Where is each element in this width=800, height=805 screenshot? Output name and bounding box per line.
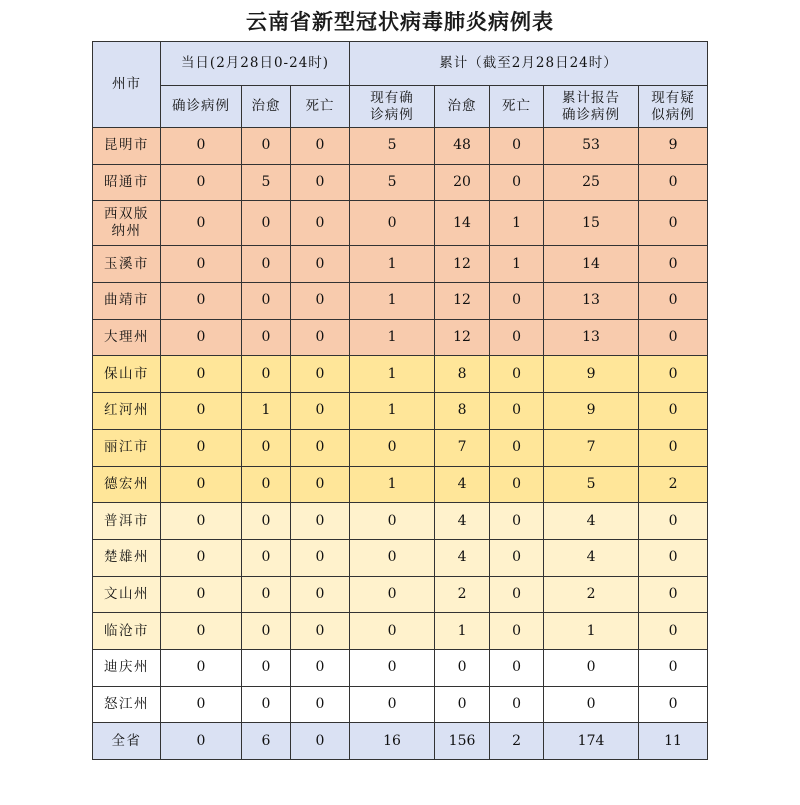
- value-cell: 25: [544, 164, 639, 201]
- value-cell: 0: [161, 539, 242, 576]
- region-cell: 丽江市: [93, 429, 161, 466]
- value-cell: 0: [291, 613, 350, 650]
- value-cell: 0: [435, 649, 490, 686]
- value-cell: 0: [161, 319, 242, 356]
- value-cell: 7: [435, 429, 490, 466]
- value-cell: 0: [291, 393, 350, 430]
- region-cell: 玉溪市: [93, 246, 161, 283]
- table-row: [93, 686, 708, 723]
- value-cell: 0: [490, 429, 544, 466]
- value-cell: 0: [639, 539, 708, 576]
- value-cell: 4: [544, 539, 639, 576]
- value-cell: 0: [242, 201, 291, 246]
- value-cell: 15: [544, 201, 639, 246]
- header-cum-deaths: 死亡: [490, 86, 544, 128]
- value-cell: 0: [291, 319, 350, 356]
- value-cell: 0: [490, 466, 544, 503]
- value-cell: 2: [639, 466, 708, 503]
- value-cell: 1: [350, 283, 435, 320]
- value-cell: 0: [161, 649, 242, 686]
- value-cell: 0: [350, 686, 435, 723]
- header-daily-cured: 治愈: [242, 86, 291, 128]
- header-group-daily: 当日(2月28日0-24时): [161, 42, 350, 86]
- value-cell: 156: [435, 723, 490, 760]
- value-cell: 16: [350, 723, 435, 760]
- value-cell: 0: [161, 466, 242, 503]
- value-cell: 0: [639, 319, 708, 356]
- value-cell: 0: [242, 686, 291, 723]
- region-cell: 文山州: [93, 576, 161, 613]
- value-cell: 0: [242, 503, 291, 540]
- value-cell: 2: [544, 576, 639, 613]
- header-current-suspected: 现有疑似病例: [639, 86, 708, 128]
- value-cell: 2: [490, 723, 544, 760]
- value-cell: 0: [291, 576, 350, 613]
- value-cell: 0: [350, 613, 435, 650]
- region-cell: 怒江州: [93, 686, 161, 723]
- value-cell: 12: [435, 319, 490, 356]
- value-cell: 14: [544, 246, 639, 283]
- table-row: [93, 393, 708, 430]
- table-row: [93, 201, 708, 246]
- table-row: [93, 539, 708, 576]
- value-cell: 0: [544, 649, 639, 686]
- value-cell: 0: [639, 393, 708, 430]
- value-cell: 0: [291, 201, 350, 246]
- value-cell: 6: [242, 723, 291, 760]
- table-row: [93, 128, 708, 165]
- value-cell: 0: [639, 649, 708, 686]
- region-cell: 普洱市: [93, 503, 161, 540]
- value-cell: 48: [435, 128, 490, 165]
- value-cell: 0: [291, 429, 350, 466]
- value-cell: 1: [350, 246, 435, 283]
- value-cell: 0: [242, 319, 291, 356]
- value-cell: 0: [161, 686, 242, 723]
- value-cell: 4: [544, 503, 639, 540]
- table-row: [93, 429, 708, 466]
- value-cell: 0: [490, 319, 544, 356]
- value-cell: 0: [639, 576, 708, 613]
- value-cell: 0: [161, 246, 242, 283]
- value-cell: 13: [544, 283, 639, 320]
- region-cell: 昭通市: [93, 164, 161, 201]
- value-cell: 0: [490, 686, 544, 723]
- header-cum-cured: 治愈: [435, 86, 490, 128]
- value-cell: 0: [544, 686, 639, 723]
- value-cell: 0: [639, 246, 708, 283]
- value-cell: 0: [161, 201, 242, 246]
- value-cell: 0: [350, 649, 435, 686]
- value-cell: 0: [291, 503, 350, 540]
- value-cell: 8: [435, 356, 490, 393]
- value-cell: 1: [490, 201, 544, 246]
- value-cell: 9: [639, 128, 708, 165]
- value-cell: 0: [161, 393, 242, 430]
- header-daily-confirmed: 确诊病例: [161, 86, 242, 128]
- value-cell: 174: [544, 723, 639, 760]
- value-cell: 0: [490, 356, 544, 393]
- value-cell: 0: [291, 283, 350, 320]
- value-cell: 0: [639, 164, 708, 201]
- value-cell: 5: [544, 466, 639, 503]
- value-cell: 0: [490, 164, 544, 201]
- header-group-cumulative: 累计（截至2月28日24时）: [350, 42, 708, 86]
- case-table: [92, 41, 708, 760]
- value-cell: 0: [242, 356, 291, 393]
- value-cell: 0: [350, 429, 435, 466]
- value-cell: 0: [161, 723, 242, 760]
- value-cell: 13: [544, 319, 639, 356]
- value-cell: 0: [291, 128, 350, 165]
- value-cell: 0: [490, 613, 544, 650]
- value-cell: 14: [435, 201, 490, 246]
- value-cell: 1: [544, 613, 639, 650]
- value-cell: 4: [435, 539, 490, 576]
- table-row: [93, 466, 708, 503]
- value-cell: 0: [490, 503, 544, 540]
- table-row: [93, 613, 708, 650]
- value-cell: 0: [242, 539, 291, 576]
- value-cell: 4: [435, 503, 490, 540]
- table-row: [93, 356, 708, 393]
- page-title: 云南省新型冠状病毒肺炎病例表: [246, 9, 554, 34]
- value-cell: 1: [350, 393, 435, 430]
- region-cell: 大理州: [93, 319, 161, 356]
- value-cell: 0: [161, 356, 242, 393]
- value-cell: 12: [435, 246, 490, 283]
- value-cell: 0: [490, 649, 544, 686]
- table-row: [93, 649, 708, 686]
- value-cell: 0: [291, 356, 350, 393]
- value-cell: 0: [161, 164, 242, 201]
- table-row: [93, 503, 708, 540]
- value-cell: 20: [435, 164, 490, 201]
- value-cell: 12: [435, 283, 490, 320]
- table-body: [93, 128, 708, 760]
- value-cell: 0: [242, 466, 291, 503]
- table-row: [93, 576, 708, 613]
- region-cell: 德宏州: [93, 466, 161, 503]
- value-cell: 0: [242, 613, 291, 650]
- value-cell: 2: [435, 576, 490, 613]
- region-cell: 曲靖市: [93, 283, 161, 320]
- value-cell: 0: [161, 503, 242, 540]
- value-cell: 0: [639, 283, 708, 320]
- value-cell: 11: [639, 723, 708, 760]
- value-cell: 0: [435, 686, 490, 723]
- value-cell: 0: [242, 649, 291, 686]
- region-cell: 全省: [93, 723, 161, 760]
- region-cell: 保山市: [93, 356, 161, 393]
- value-cell: 1: [490, 246, 544, 283]
- value-cell: 8: [435, 393, 490, 430]
- value-cell: 0: [161, 429, 242, 466]
- header-region: 州市: [93, 42, 161, 128]
- value-cell: 1: [350, 319, 435, 356]
- value-cell: 0: [490, 283, 544, 320]
- value-cell: 0: [291, 246, 350, 283]
- value-cell: 1: [242, 393, 291, 430]
- value-cell: 0: [161, 283, 242, 320]
- value-cell: 0: [161, 128, 242, 165]
- value-cell: 0: [490, 128, 544, 165]
- value-cell: 0: [639, 201, 708, 246]
- value-cell: 0: [350, 201, 435, 246]
- value-cell: 0: [490, 393, 544, 430]
- value-cell: 0: [639, 686, 708, 723]
- value-cell: 9: [544, 356, 639, 393]
- region-cell: 迪庆州: [93, 649, 161, 686]
- value-cell: 0: [242, 246, 291, 283]
- value-cell: 7: [544, 429, 639, 466]
- header-current-confirmed: 现有确诊病例: [350, 86, 435, 128]
- value-cell: 0: [350, 576, 435, 613]
- total-row: [93, 723, 708, 760]
- region-cell: 临沧市: [93, 613, 161, 650]
- value-cell: 1: [350, 466, 435, 503]
- table-row: [93, 319, 708, 356]
- value-cell: 0: [490, 539, 544, 576]
- value-cell: 0: [639, 503, 708, 540]
- value-cell: 0: [350, 539, 435, 576]
- value-cell: 0: [291, 539, 350, 576]
- value-cell: 5: [350, 128, 435, 165]
- value-cell: 5: [242, 164, 291, 201]
- value-cell: 9: [544, 393, 639, 430]
- header-cum-confirmed: 累计报告确诊病例: [544, 86, 639, 128]
- table-row: [93, 164, 708, 201]
- value-cell: 0: [639, 613, 708, 650]
- value-cell: 0: [639, 429, 708, 466]
- value-cell: 0: [291, 164, 350, 201]
- value-cell: 0: [490, 576, 544, 613]
- value-cell: 0: [242, 128, 291, 165]
- value-cell: 1: [350, 356, 435, 393]
- value-cell: 0: [242, 283, 291, 320]
- table-row: [93, 246, 708, 283]
- value-cell: 1: [435, 613, 490, 650]
- value-cell: 0: [639, 356, 708, 393]
- value-cell: 0: [291, 686, 350, 723]
- value-cell: 0: [161, 613, 242, 650]
- table-row: [93, 283, 708, 320]
- value-cell: 0: [291, 723, 350, 760]
- value-cell: 0: [291, 466, 350, 503]
- value-cell: 5: [350, 164, 435, 201]
- region-cell: 西双版纳州: [93, 201, 161, 246]
- value-cell: 0: [242, 576, 291, 613]
- value-cell: 0: [350, 503, 435, 540]
- region-cell: 红河州: [93, 393, 161, 430]
- value-cell: 0: [291, 649, 350, 686]
- value-cell: 53: [544, 128, 639, 165]
- value-cell: 0: [161, 576, 242, 613]
- header-daily-deaths: 死亡: [291, 86, 350, 128]
- region-cell: 楚雄州: [93, 539, 161, 576]
- region-cell: 昆明市: [93, 128, 161, 165]
- value-cell: 4: [435, 466, 490, 503]
- value-cell: 0: [242, 429, 291, 466]
